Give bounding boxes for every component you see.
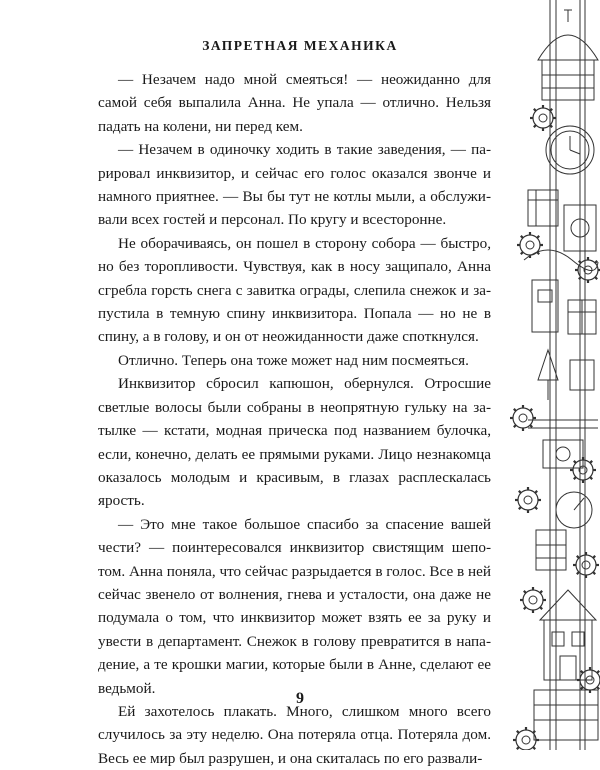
- body-text: [98, 68, 491, 770]
- page-number: 9: [296, 690, 304, 707]
- steampunk-border-illustration: [488, 0, 600, 750]
- paragraph: — Это мне такое большое спасибо за спасение вашей чести? — поинтересовался инквизитор свистящим шепотом. Анна поняла, что сейчас разрыдается в голос. Все в ней сейчас звенело от волнения, гнева и усталости, она даже не подумала о том, что инквизитор может взять ее за руку и увести в департамент. Снежок в голову превратится в нападение, а те крошки магии, которые были в Анне, сделают ее ведьмой.: [98, 515, 491, 697]
- running-header: ЗАПРЕТНАЯ МЕХАНИКА: [202, 38, 398, 53]
- paragraph: Инквизитор сбросил капюшон, обернулся. Отросшие светлые волосы были собраны в неопрятную гульку на затылке — кстати, модная прическа под названием булочка, если, конечно, делать ее прямыми руками. Лицо незнакомца оказалось молодым и красивым, в глазах расплескалась ярость.: [98, 375, 491, 510]
- paragraph: Не оборачиваясь, он пошел в сторону собора — быстро, но без торопливости. Чувствуя, как в носу защипало, Анна сгребла горсть снега с завитка ограды, слепила снежок и запустила в темную спину инквизитора. Попала — но не в спину, а в голову, и он от неожиданности даже споткнулся.: [98, 234, 491, 346]
- paragraph: — Незачем надо мной смеяться! — неожиданно для самой себя выпалила Анна. Не упала — отлично. Нельзя падать на колени, ни перед кем.: [98, 71, 491, 135]
- paragraph: — Незачем в одиночку ходить в такие заведения, — парировал инквизитор, и сейчас его голос оказался звонче и намного приятнее. — Вы бы тут не котлы мыли, а обслуживали всех гостей и персонал. По кругу и всесторонне.: [98, 141, 491, 229]
- paragraph: Ей захотелось плакать. Много, слишком много всего случилось за эту неделю. Она потеряла отца. Потеряла дом. Весь ее мир был разрушен, и она скиталась по его развали-: [98, 702, 491, 767]
- paragraph: Отлично. Теперь она тоже может над ним посмеяться.: [118, 351, 469, 369]
